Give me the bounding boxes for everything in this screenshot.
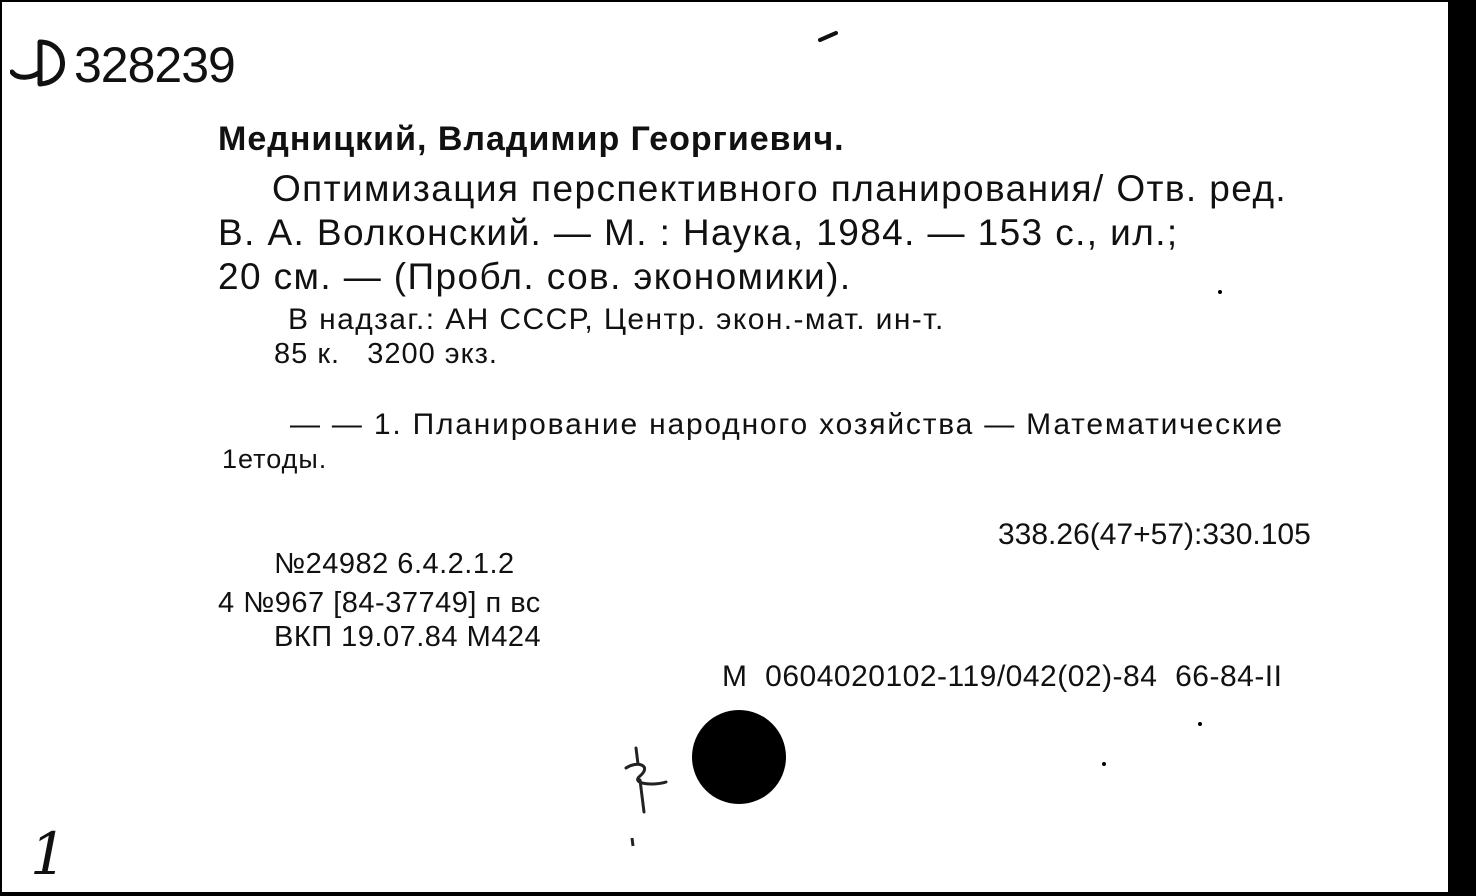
subject-line-2: 1етоды. <box>222 444 328 474</box>
speck <box>1102 762 1106 766</box>
scan-edge <box>1448 0 1476 896</box>
author-heading: Медницкий, Владимир Георгиевич. <box>218 120 845 158</box>
speck <box>1198 722 1202 726</box>
punched-hole <box>692 710 786 804</box>
catalog-card <box>2 2 1448 892</box>
price-copies: 85 к. 3200 экз. <box>274 338 498 370</box>
registry-line-2: 4 №967 [84-37749] п вс <box>218 587 541 619</box>
udc-code: 338.26(47+57):330.105 <box>998 518 1311 551</box>
catalog-number: 328239 <box>74 37 235 93</box>
handwritten-number: 1 <box>30 820 67 888</box>
title-line-3: 20 см. — (Пробл. сов. экономики). <box>218 256 852 297</box>
registry-line-3: ВКП 19.07.84 М424 <box>274 621 542 653</box>
subject-line-1: — — 1. Планирование народного хозяйства — Математические <box>290 408 1284 441</box>
registry-line-1: №24982 6.4.2.1.2 <box>274 548 515 580</box>
header-note: В надзаг.: АН СССР, Центр. экон.-мат. ин-т. <box>288 303 945 336</box>
publication-code: М 0604020102-119/042(02)-84 66-84-II <box>722 660 1283 693</box>
speck <box>1218 290 1222 294</box>
ink-dash-mark <box>818 30 838 42</box>
title-line-2: В. А. Волконский. — М. : Наука, 1984. — 153 с., ил.; <box>218 212 1179 253</box>
title-line-1: Оптимизация перспективного планирования/ Отв. ред. <box>272 168 1288 209</box>
handwritten-d-mark <box>10 38 74 90</box>
handwritten-scribble <box>618 742 678 852</box>
